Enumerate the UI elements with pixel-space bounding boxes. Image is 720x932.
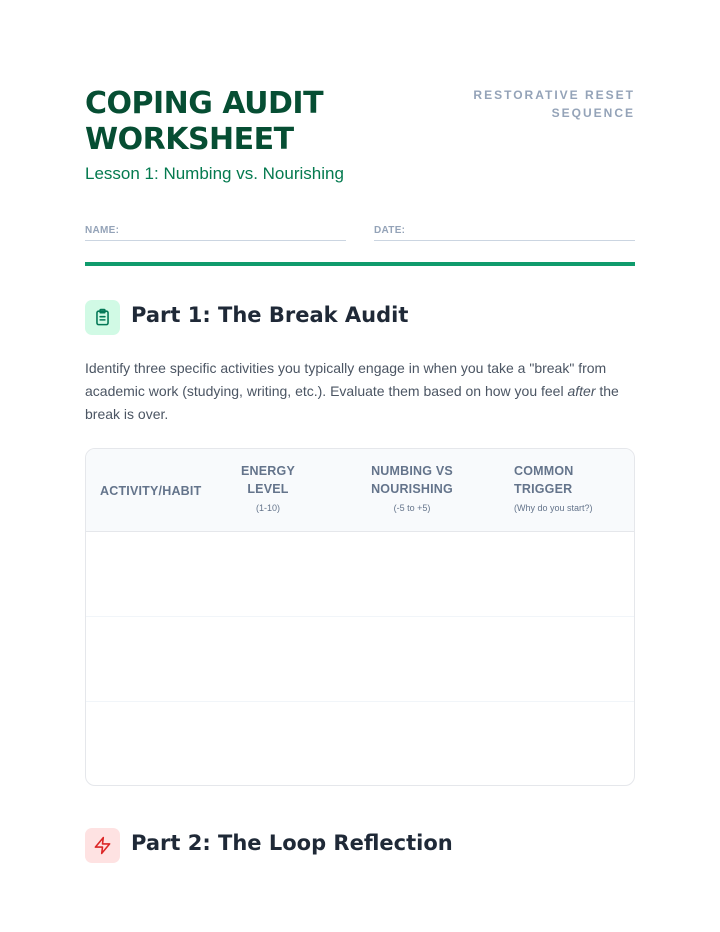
student-fields [85, 220, 635, 242]
intro-emphasis: after [567, 383, 596, 399]
clipboard-icon [85, 300, 120, 335]
intro-text-start: Identify three specific activities you typically engage in when you take a "break" from academic work (studying, writing, etc.). Evaluate them based on how you feel [85, 360, 607, 399]
column-label: COMMON TRIGGER [514, 464, 574, 496]
name-label: NAME: [85, 225, 120, 236]
part2-title: Part 2: The Loop Reflection [131, 831, 453, 855]
table-header [86, 449, 634, 532]
lightning-bolt-icon [85, 828, 120, 863]
worksheet-title: COPING AUDIT WORKSHEET [85, 86, 324, 157]
column-label: NUMBING VS NOURISHING [371, 464, 453, 496]
column-label: ENERGY LEVEL [241, 464, 295, 496]
intro-text-end: the break is over. [85, 383, 619, 422]
column-header-energy [226, 449, 310, 532]
break-audit-table [85, 448, 635, 786]
worksheet-page [85, 0, 635, 932]
column-hint: (1-10) [255, 503, 280, 513]
date-label: DATE: [374, 225, 406, 236]
table-row[interactable] [86, 532, 634, 617]
column-hint: (Why do you start?) [514, 503, 593, 513]
series-label: RESTORATIVE RESET SEQUENCE [473, 88, 635, 120]
column-header-numbing-nourishing [356, 449, 468, 532]
table-row[interactable] [86, 617, 634, 702]
part2-heading [85, 828, 635, 864]
lesson-subtitle: Lesson 1: Numbing vs. Nourishing [85, 164, 344, 183]
part1-title: Part 1: The Break Audit [131, 303, 409, 327]
column-label: ACTIVITY/HABIT [100, 484, 202, 498]
table-row[interactable] [86, 702, 634, 786]
worksheet-header [85, 86, 635, 186]
part1-instructions [85, 357, 635, 426]
date-field[interactable] [374, 220, 635, 241]
header-divider [85, 262, 635, 266]
column-header-activity [100, 449, 230, 532]
name-field[interactable] [85, 220, 346, 241]
part1-heading [85, 300, 635, 336]
column-hint: (-5 to +5) [393, 503, 431, 513]
column-header-trigger [514, 449, 626, 532]
